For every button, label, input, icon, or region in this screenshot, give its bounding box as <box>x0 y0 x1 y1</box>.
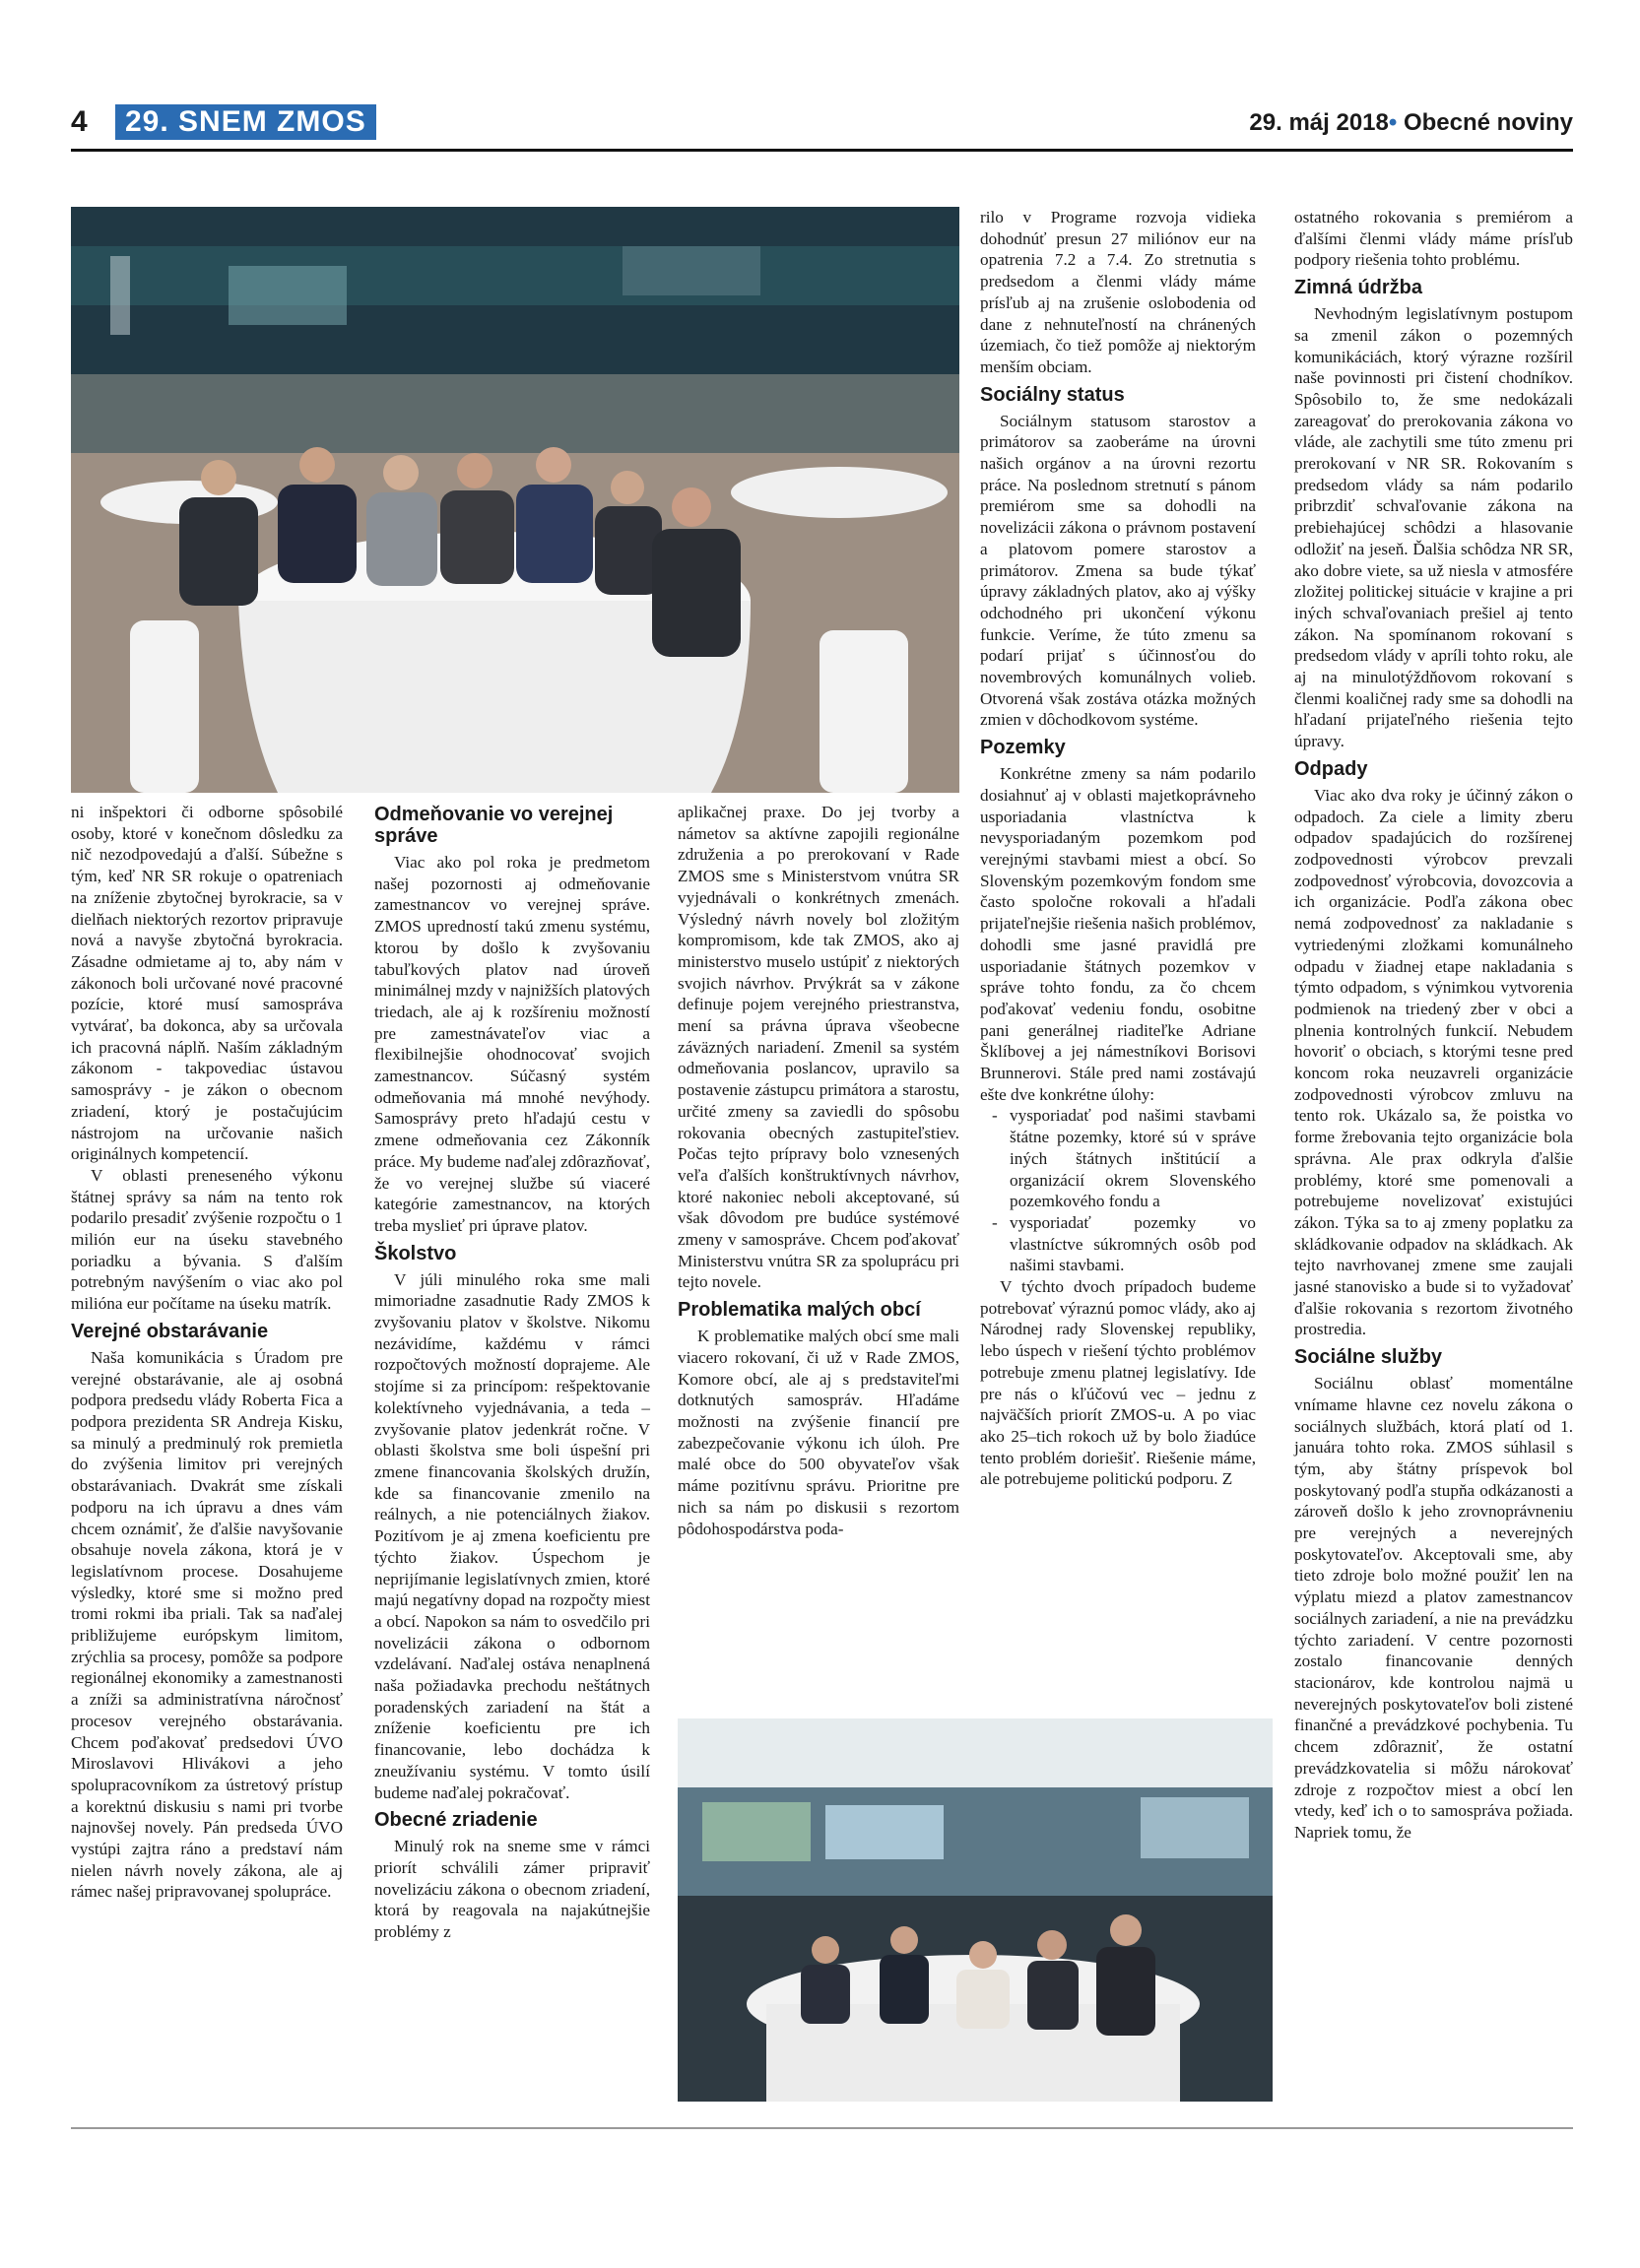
issue-dateline <box>1249 109 1573 137</box>
publication-name: Obecné noviny <box>1403 109 1573 136</box>
issue-date: 29. máj 2018 <box>1249 109 1389 136</box>
paragraph: Naša komunikácia s Úradom pre verejné obstarávanie, ale aj osobná podpora predsedu vlády Roberta Fica a podpora prezidenta SR Andreja Kisku, sa minulý a predminulý rok premietla do zvýšenia limitov pri verejných obstarávaniach. Dvakrát sme získali podporu na ich úpravu a dnes vám chcem oznámiť, že ďalšie navyšovanie obsahuje novela zákona, ktorá je v legislatívnom procese. Dosahujeme výsledky, ktoré sme si možno pred tromi rokmi iba priali. Tak sa naďalej približujeme európskym limitom, zrýchlia sa procesy, pomôže sa podpore regionálnej ekonomiky a zamestnanosti a zníži sa administratívna náročnosť procesov verejného obstarávania. Chcem poďakovať predsedovi ÚVO Miroslavovi Hlivákovi a jeho spolupracovníkom za ústretový prístup a korektnú diskusiu s nami pri tvorbe najnovšej novely. Pán predseda ÚVO vystúpi zajtra ráno a predstaví nám nielen návrh novely zákona, ale aj rámec našej pripravovanej spolupráce. <box>71 1347 343 1902</box>
photo-delegates-round-table <box>71 207 959 793</box>
article-column-2 <box>374 804 650 1943</box>
paragraph: V týchto dvoch prípadoch budeme potrebovať výraznú pomoc vlády, ako aj Národnej rady Slovenskej republiky, lebo úspech v riešení týchto problémov potrebuje zmenu platnej legislatívy. Ide pre nás o kľúčovú vec – jednu z najväčších priorít ZMOS-u. A po viac ako 25–tich rokoch už by bolo žiadúce tento problém doriešiť. Riešenie máme, ale potrebujeme politickú podporu. Z <box>980 1277 1256 1489</box>
page-number: 4 <box>71 105 88 138</box>
subheading: Školstvo <box>374 1242 457 1264</box>
paragraph: ni inšpektori či odborne spôsobilé osoby, ktoré v konečnom dôsledku za nič nezodpovedajú a ďalší. Súbežne s tým, keď NR SR rokuje o opatreniach na zníženie zbytočnej byrokracie, sa v dielňach niektorých rezortov pripravuje nová a navyše zbytočná byrokracia. Zásadne odmietame aj to, aby nám v zákonoch boli určované nové pracovné pozície, ktoré musí samospráva vytvárať, ba dokonca, aby sa určovala ich pracovná náplň. Naším základným zákonom - takpovediac ústavou samosprávy - je zákon o obecnom zriadení, ktorý je postačujúcim nástrojom na určovanie našich originálnych kompetencií. <box>71 803 343 1164</box>
subheading: Odpady <box>1294 757 1368 780</box>
photo-congress-hall-audience-graphic <box>678 1718 1273 2102</box>
paragraph: Konkrétne zmeny sa nám podarilo dosiahnuť aj v oblasti majetkoprávneho usporiadania vlastníctva k nevysporiadaným pozemkom pod verejnými stavbami miest a obcí. So Slovenským pozemkovým fondom sme často spoločne rokovali a hľadali prijateľnejšie riešenia našich problémov, dohodli sme jasné pravidlá pre usporiadanie štátnych pozemkov v správe tohto fondu, za čo chcem poďakovať vedeniu fondu, osobitne pani generálnej riaditeľke Adriane Šklíbovej a jej námestníkovi Borisovi Brunnerovi. Stále pred nami zostávajú ešte dve konkrétne úlohy: <box>980 764 1256 1104</box>
subheading: Verejné obstarávanie <box>71 1320 269 1342</box>
paragraph: rilo v Programe rozvoja vidieka dohodnúť presun 27 miliónov eur na opatrenia 7.2 a 7.4. Zo stretnutia s predsedom a členmi vlády máme prísľub aj na zrušenie oslobodenia od dane z nehnuteľností na chránených územiach, čo tiež pomôže aj niektorým menším obciam. <box>980 208 1256 376</box>
paragraph: K problematike malých obcí sme mali viacero rokovaní, či už v Rade ZMOS, Komore obcí, ale aj s predstaviteľmi dotknutých samospráv. Hľadáme možnosti na zvýšenie financií pre zabezpečovanie výkonu ich úloh. Pre malé obce do 500 obyvateľov však máme pozitívnu správu. Prioritne pre nich sa nám po diskusii s rezortom pôdohospodárstva poda- <box>678 1327 959 1538</box>
subheading: Sociálny status <box>980 383 1125 406</box>
paragraph: Sociálnym statusom starostov a primátorov sa zaoberáme na úrovni našich orgánov a na úrovni rezortu práce. Na poslednom stretnutí s pánom premiérom sme sa dohodli na novelizácii zákona o právnom postavení a platovom pomere starostov a primátorov. Zmena sa bude týkať úpravy základných platov, ako aj výšky odchodného pri ukončení výkonu funkcie. Veríme, že túto zmenu sa podarí prijať s účinnosťou do novembrových komunálnych volieb. Otvorená však zostáva otázka možných zmien v dôchodkovom systéme. <box>980 411 1256 730</box>
article-column-5 <box>1294 207 1573 1844</box>
subheading: Pozemky <box>980 737 1066 759</box>
page-header <box>71 101 1573 149</box>
paragraph: Nevhodným legislatívnym postupom sa zmenil zákon o pozemných komunikáciách, ktorý výrazne rozšíril naše povinnosti pri čistení chodníkov. Spôsobilo to, že sme nedokázali zareagovať do prerokovania zákona vo vláde, ale zachytili sme túto zmenu pri prerokovaní v NR SR. Rokovaním s predsedom vlády sa nám podarilo pribrzdiť schvaľovanie zákona na prebiehajúcej schôdzi a hlasovanie odložiť na jeseň. Ďalšia schôdza NR SR, ako dobre viete, sa už niesla v atmosfére zložitej politickej situácie v krajine a pri iných schvaľovaniach prešiel aj tento zákon. Na spomínanom rokovaní s predsedom vlády v apríli tohto roku, ale aj na minulotýždňovom rokovaní s členmi koaličnej rady sme sa dohodli na hľadaní prijateľného riešenia tejto úpravy. <box>1294 304 1573 751</box>
subheading: Problematika malých obcí <box>678 1299 921 1322</box>
bullet-separator: • <box>1388 109 1398 136</box>
article-column-3 <box>678 802 959 1539</box>
footer-rule <box>71 2127 1573 2129</box>
subheading: Zimná údržba <box>1294 277 1423 299</box>
article-column-4 <box>980 207 1256 1490</box>
paragraph: ostatného rokovania s premiérom a ďalšími členmi vlády máme prísľub podpory riešenia tohto problému. <box>1294 208 1573 270</box>
task-list <box>980 1105 1256 1276</box>
subheading: Obecné zriadenie <box>374 1809 538 1832</box>
paragraph: V oblasti preneseného výkonu štátnej správy sa nám na tento rok podarilo presadiť zvýšenie rozpočtu o 1 milión eur na úseku stavebného poriadku a bývania. S ďalším potrebným navýšením o viac ako pol milióna eur počítame na úseku matrík. <box>71 1165 343 1314</box>
paragraph: Viac ako dva roky je účinný zákon o odpadoch. Za ciele a limity zberu odpadov spadajúcich do rozšírenej zodpovednosti výrobcov prevzali zodpovednosť výrobcovia, dovozcovia a ich organizácie. Podľa zákona obec nemá zodpovednosť za nakladanie s vytriedenými zložkami komunálneho odpadu v žiadnej etape nakladania s týmto odpadom, s výnimkou vytvorenia podmienok na triedený zber v obci a plnenia kontrolných funkcií. Nebudem hovoriť o obciach, s ktorými tesne pred koncom roka neuzavreli organizácie zodpovednosti výrobcov zmluvu na tento rok. Ukázalo sa, že poistka vo forme žrebovania tejto organizácie bola správna. Ale prax odkryla ďalšie problémy, ktoré sme pomenovali a potrebujeme novelizovať existujúci zákon. Týka sa to aj zmeny poplatku za skládkovanie odpadov na skládkach. Ak tejto navrhovanej zmene sme zaujali jasné stanovisko a bude si to vyžadovať ďalšie rokovania s rezortom životného prostredia. <box>1294 785 1573 1339</box>
photo-congress-hall-audience <box>678 1718 1273 2102</box>
subheading: Sociálne služby <box>1294 1346 1443 1369</box>
paragraph: aplikačnej praxe. Do jej tvorby a námetov sa aktívne zapojili regionálne združenia a po prerokovaní v Rade ZMOS sme s Ministerstvom vnútra SR vyjednávali o konkrétnych zmenách. Výsledný návrh novely bol zložitým kompromisom, kde tak ZMOS, ako aj ministerstvo muselo ustúpiť z niektorých svojich návrhov. Prvýkrát sa v zákone definuje pojem verejného priestranstva, mení sa právna úprava všeobecne záväzných nariadení. Zmenil sa systém odmeňovania poslancov, upravilo sa postavenie zástupcu primátora a starostu, určité zmeny sa zaviedli do spôsobu rokovania obecných zastupiteľstiev. Počas tejto prípravy bolo vznesených veľa ďalších konštruktívnych návrhov, ktoré nakoniec neboli akceptované, sú však dôvodom pre budúce systémové zmeny v samospráve. Chcem poďakovať Ministerstvu vnútra SR za spoluprácu pri tejto novele. <box>678 803 959 1292</box>
paragraph: Minulý rok na sneme sme v rámci priorít schválili zámer pripraviť novelizáciu zákona o obecnom zriadení, ktorá by reagovala na najakútnejšie problémy z <box>374 1837 650 1942</box>
subheading: Odmeňovanie vo verejnej správe <box>374 804 614 847</box>
paragraph: Sociálnu oblasť momentálne vnímame hlavne cez novelu zákona o sociálnych službách, ktorá platí od 1. januára tohto roka. ZMOS súhlasil s tým, aby štátny príspevok bol poskytovaný podľa stupňa odkázanosti a zároveň došlo k jeho zrovnoprávneniu pre verejných a neverejných poskytovateľov. Akceptovali sme, aby tieto zdroje bolo možné použiť len na výplatu miezd a platov zamestnancov sociálnych zariadení, a nie na prevádzku týchto zariadení. V centre pozornosti zostalo financovanie denných stacionárov, kde kontrolou najmä u neverejných poskytovateľov boli zistené finančné a prevádzkové pochybenia. Tu chcem zdôrazniť, že ostatní prevádzkovatelia si môžu nárokovať zdroje z rozpočtov miest a obcí len vtedy, keď ich o to samospráva požiada. Napriek tomu, že <box>1294 1374 1573 1842</box>
section-label: 29. SNEM ZMOS <box>115 104 376 140</box>
header-rule <box>71 149 1573 152</box>
list-item: - vysporiadať pod našimi stavbami štátne pozemky, ktoré sú v správe iných štátnych inštitúcií a organizácií okrem Slovenského pozemkového fondu a <box>1010 1105 1256 1212</box>
list-item: - vysporiadať pozemky vo vlastníctve súkromných osôb pod našimi stavbami. <box>1010 1212 1256 1276</box>
paragraph: Viac ako pol roka je predmetom našej pozornosti aj odmeňovanie zamestnancov vo verejnej správe. ZMOS upredností takú zmenu systému, ktorou by došlo k zvyšovaniu tabuľkových platov nad úroveň minimálnej mzdy v najnižších platových triedach, ale aj k rozšíreniu možností pre zamestnávateľov viac a flexibilnejšie ohodnocovať svojich zamestnancov. Súčasný systém odmeňovania má mnohé nevýhody. Samosprávy preto hľadajú cestu v zmene odmeňovania cez Zákonník práce. My budeme naďalej zdôrazňovať, že vo verejnej službe sú viaceré kategórie zamestnancov, na ktorých treba myslieť pri úprave platov. <box>374 853 650 1235</box>
paragraph: V júli minulého roka sme mali mimoriadne zasadnutie Rady ZMOS k zvyšovaniu platov v školstve. Nikomu nezávidíme, každému v rámci rozpočtových možností doprajeme. Ale stojíme si za princípom: rešpektovanie kolektívneho vyjednávania, a teda – zvyšovanie platov jedenkrát ročne. V oblasti školstva sme boli úspešní pri zmene financovania školských družín, kde sa financovanie zmenilo na reálnych, a nie potenciálnych žiakov. Pozitívom je aj zmena koeficientu pre týchto žiakov. Úspechom je neprijímanie legislatívnych zmien, ktoré majú negatívny dopad na rozpočty miest a obcí. Napokon sa nám to osvedčilo pri novelizácii zákona o odbornom vzdelávaní. Naďalej ostáva nenaplnená naša požiadavka prechodu neštátnych poradenských zariadení na štát a zníženie koeficientu pre ich financovanie, lebo dochádza k zneužívaniu systému. V tomto úsilí budeme naďalej pokračovať. <box>374 1269 650 1802</box>
photo-delegates-round-table-graphic <box>71 207 959 793</box>
article-column-1 <box>71 802 343 1903</box>
